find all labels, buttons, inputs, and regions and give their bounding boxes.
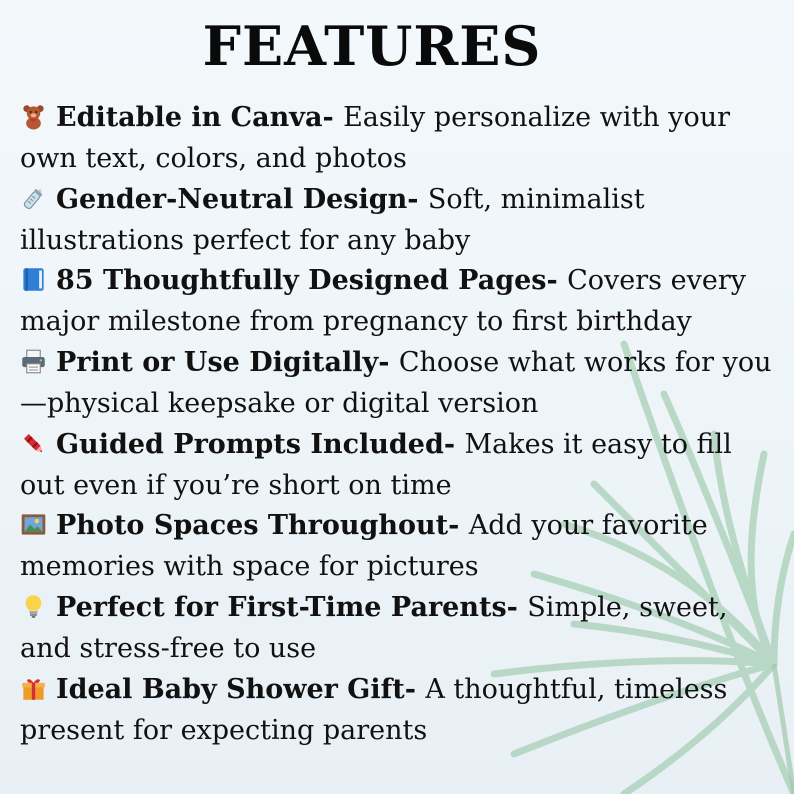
baby-bottle-icon (20, 184, 47, 211)
feature-item (20, 180, 780, 262)
feature-name: 85 Thoughtfully Designed Pages (56, 265, 547, 297)
feature-name: Perfect for First-Time Parents (56, 592, 507, 624)
feature-description: Choose what works for you—physical keepsake or digital version (20, 347, 772, 419)
feature-item (20, 343, 780, 425)
feature-description: Makes it easy to fill out even if you’re short on time (20, 428, 732, 501)
framed-picture-icon (20, 510, 47, 537)
feature-item (20, 261, 780, 343)
feature-separator: - (407, 183, 428, 215)
page-title: FEATURES (202, 14, 542, 78)
feature-description: Add your favorite memories with space for pictures (20, 510, 708, 583)
crayon-icon (20, 429, 47, 456)
feature-name: Ideal Baby Shower Gift (56, 673, 405, 705)
feature-item (20, 425, 780, 507)
blue-book-icon (20, 265, 47, 292)
teddy-bear-icon (20, 102, 47, 129)
feature-description: Covers every major milestone from pregnancy to first birthday (20, 265, 746, 338)
feature-name: Guided Prompts Included (56, 428, 444, 460)
feature-item (20, 670, 780, 752)
feature-separator: - (404, 673, 426, 705)
feature-description: Easily personalize with your own text, colors, and photos (20, 102, 731, 174)
feature-separator: - (378, 347, 399, 379)
feature-description: Simple, sweet, and stress-free to use (20, 592, 728, 664)
feature-name: Gender-Neutral Design (56, 183, 408, 215)
feature-item (20, 98, 780, 180)
gift-icon (20, 674, 47, 701)
feature-separator: - (443, 428, 465, 460)
feature-list (20, 98, 780, 752)
feature-separator: - (448, 510, 469, 542)
feature-separator: - (506, 592, 528, 624)
feature-separator: - (322, 102, 344, 133)
printer-icon (20, 347, 47, 374)
feature-description: A thoughtful, timeless present for expecting parents (20, 673, 728, 746)
feature-name: Editable in Canva (56, 102, 323, 133)
feature-item (20, 506, 780, 588)
light-bulb-icon (20, 592, 47, 619)
feature-separator: - (546, 265, 568, 297)
feature-name: Photo Spaces Throughout (56, 510, 449, 542)
feature-description: Soft, minimalist illustrations perfect for any baby (20, 183, 645, 256)
feature-name: Print or Use Digitally (56, 347, 379, 379)
feature-item (20, 588, 780, 670)
